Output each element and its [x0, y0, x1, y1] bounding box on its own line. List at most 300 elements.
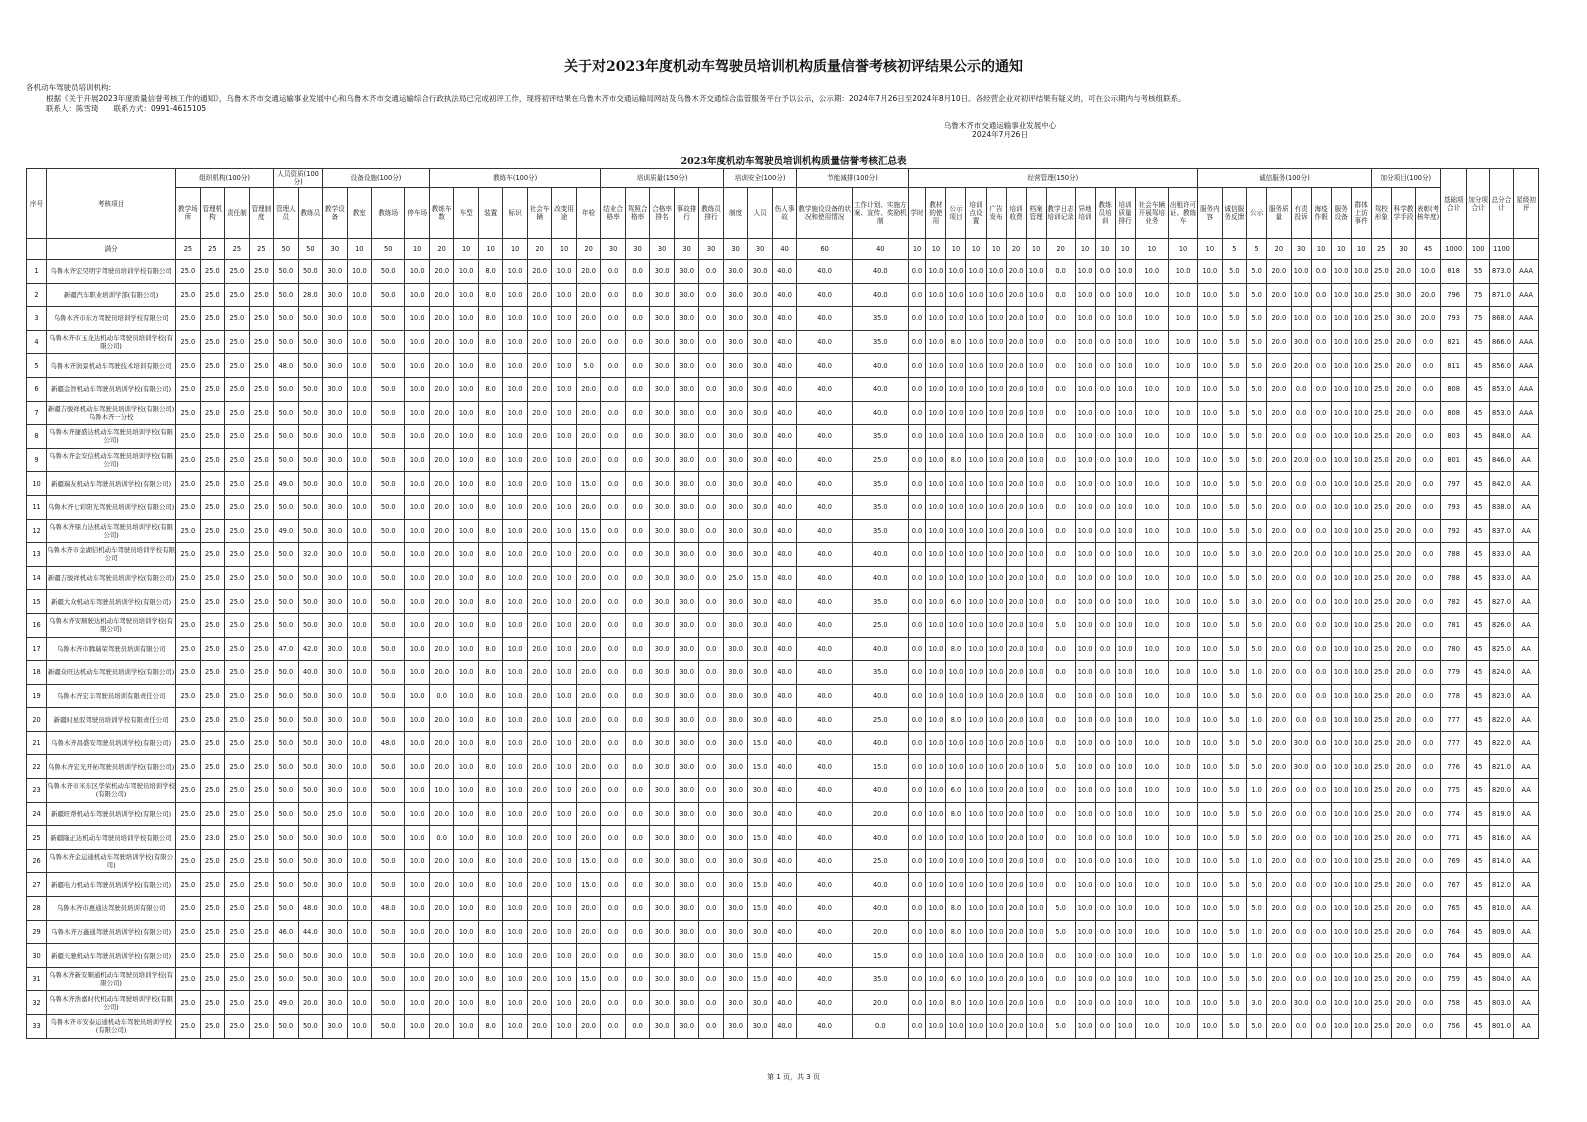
row-score-cell: 20.0 [576, 401, 601, 425]
full-score-cell: 10 [908, 239, 926, 260]
row-score-cell: 0.0 [908, 897, 926, 921]
row-score-cell: 0.0 [1416, 495, 1440, 519]
full-score-cell: 10 [1075, 239, 1095, 260]
row-score-cell: 25.0 [249, 967, 274, 991]
row-score-cell: 30.0 [748, 307, 772, 331]
full-score-cell: 40 [852, 239, 908, 260]
row-score-cell: 45 [1467, 472, 1489, 496]
row-org-name: 乌鲁木齐市米东区华荣机动车驾驶员培训学校(有限公司) [47, 779, 176, 803]
row-score-cell: AA [1514, 684, 1539, 708]
row-score-cell: 15.0 [852, 944, 908, 968]
row-score-cell: 10.0 [405, 637, 430, 661]
row-score-cell: 35.0 [852, 495, 908, 519]
row-score-cell: 30.0 [650, 1015, 674, 1039]
row-score-cell: 10.0 [503, 354, 527, 378]
row-score-cell: 0.0 [1095, 330, 1115, 354]
row-score-cell: 10.0 [552, 779, 576, 803]
row-org-name: 新疆电力机动车驾驶员培训学校(有限公司) [47, 873, 176, 897]
row-score-cell: 5.0 [1247, 802, 1267, 826]
row-score-cell: 10.0 [405, 967, 430, 991]
row-score-cell: 10.0 [1331, 401, 1351, 425]
row-score-cell: 0.0 [1416, 566, 1440, 590]
row-seq: 19 [27, 684, 47, 708]
row-score-cell: 30.0 [723, 826, 747, 850]
row-score-cell: 25.0 [249, 779, 274, 803]
row-score-cell: AAA [1514, 377, 1539, 401]
row-score-cell: 10.0 [454, 448, 478, 472]
row-score-cell: 3.0 [1247, 590, 1267, 614]
row-score-cell: 0.0 [908, 991, 926, 1015]
row-score-cell: 0.0 [1095, 637, 1115, 661]
row-score-cell: 10.0 [405, 472, 430, 496]
row-score-cell: 50.0 [274, 1015, 298, 1039]
row-score-cell: 40.0 [772, 1015, 796, 1039]
row-score-cell: 48.0 [372, 897, 405, 921]
row-score-cell: 25.0 [200, 448, 224, 472]
row-score-cell: 20.0 [576, 779, 601, 803]
row-score-cell: 25.0 [200, 425, 224, 449]
row-score-cell: 848.0 [1489, 425, 1513, 449]
row-score-cell: 3.0 [1247, 543, 1267, 567]
row-score-cell: 50.0 [274, 849, 298, 873]
header-group: 培训质量(150分) [601, 169, 723, 188]
row-score-cell: 30.0 [748, 1015, 772, 1039]
row-score-cell: 8.0 [478, 944, 502, 968]
row-score-cell: 10.0 [405, 519, 430, 543]
row-score-cell: 10.0 [1135, 472, 1168, 496]
row-score-cell: 10.0 [986, 920, 1006, 944]
row-score-cell: 10.0 [1026, 873, 1046, 897]
row-score-cell: 0.0 [1046, 543, 1075, 567]
row-score-cell: 25.0 [200, 897, 224, 921]
row-score-cell: 10.0 [966, 543, 986, 567]
row-score-cell: 0.0 [1311, 613, 1331, 637]
row-score-cell: 833.0 [1489, 543, 1513, 567]
row-score-cell: 10.0 [1351, 779, 1371, 803]
full-score-cell: 30 [699, 239, 724, 260]
row-score-cell: 0.0 [1095, 566, 1115, 590]
row-score-cell: 30.0 [674, 613, 698, 637]
row-score-cell: 10.0 [966, 283, 986, 307]
row-score-cell: 8.0 [478, 472, 502, 496]
row-score-cell: 20.0 [1391, 849, 1415, 873]
row-score-cell: 10.0 [926, 495, 946, 519]
table-row [27, 897, 1539, 921]
row-score-cell: 40.0 [797, 330, 853, 354]
row-score-cell: 1.0 [1247, 849, 1267, 873]
row-score-cell: 25.0 [1371, 708, 1391, 732]
row-score-cell: 10.0 [347, 708, 371, 732]
row-score-cell: 25.0 [200, 566, 224, 590]
row-score-cell: 10.0 [1115, 377, 1135, 401]
page-footer: 第 1 页，共 3 页 [767, 1073, 820, 1081]
row-score-cell: 0.0 [1046, 991, 1075, 1015]
row-score-cell: 50.0 [372, 448, 405, 472]
row-score-cell: 0.0 [1046, 495, 1075, 519]
row-score-cell: 40.0 [772, 330, 796, 354]
row-score-cell: 0.0 [1311, 472, 1331, 496]
row-score-cell: 10.0 [966, 307, 986, 331]
row-score-cell: 10.0 [1026, 543, 1046, 567]
row-score-cell: 10.0 [405, 330, 430, 354]
full-score-cell: 30 [323, 239, 347, 260]
row-score-cell: 30.0 [650, 684, 674, 708]
row-score-cell: 25.0 [225, 495, 249, 519]
row-score-cell: 10.0 [966, 897, 986, 921]
row-score-cell: 10.0 [552, 1015, 576, 1039]
row-score-cell: 10.0 [946, 944, 966, 968]
row-score-cell: 8.0 [478, 637, 502, 661]
row-score-cell: 10.0 [1135, 260, 1168, 284]
row-score-cell: 25.0 [176, 472, 200, 496]
row-score-cell: 10.0 [946, 661, 966, 685]
row-score-cell: 25.0 [225, 307, 249, 331]
row-score-cell: 10.0 [1026, 849, 1046, 873]
row-score-cell: 10.0 [1198, 991, 1222, 1015]
row-score-cell: 10.0 [405, 613, 430, 637]
row-score-cell: 50.0 [274, 448, 298, 472]
row-score-cell: 0.0 [1311, 448, 1331, 472]
row-score-cell: 20.0 [1391, 472, 1415, 496]
row-score-cell: 769 [1440, 849, 1467, 873]
row-score-cell: 10.0 [454, 849, 478, 873]
row-score-cell: 10.0 [552, 991, 576, 1015]
header-group: 组织机构(100分) [176, 169, 274, 188]
row-score-cell: 0.0 [625, 519, 649, 543]
row-score-cell: 20.0 [576, 283, 601, 307]
row-score-cell: 25.0 [249, 708, 274, 732]
row-score-cell: 20.0 [576, 897, 601, 921]
row-score-cell: 10.0 [1135, 849, 1168, 873]
row-score-cell: 10.0 [503, 920, 527, 944]
row-score-cell: 5.0 [1222, 755, 1246, 779]
row-score-cell: 10.0 [1075, 897, 1095, 921]
header-sub-item: 停车场 [405, 188, 430, 239]
row-score-cell: 0.0 [699, 448, 724, 472]
row-score-cell: 20.0 [1006, 967, 1026, 991]
row-score-cell: 20.0 [576, 377, 601, 401]
row-score-cell: 10.0 [503, 260, 527, 284]
row-score-cell: 764 [1440, 920, 1467, 944]
row-score-cell: 20.0 [1391, 1015, 1415, 1039]
row-score-cell: 0.0 [908, 637, 926, 661]
row-score-cell: 25.0 [176, 802, 200, 826]
row-score-cell: 0.0 [1311, 944, 1331, 968]
row-score-cell: 30.0 [674, 307, 698, 331]
row-score-cell: 50.0 [372, 401, 405, 425]
row-score-cell: 821 [1440, 330, 1467, 354]
row-score-cell: 25.0 [176, 991, 200, 1015]
row-score-cell: 0.0 [601, 897, 625, 921]
row-score-cell: 40.0 [772, 802, 796, 826]
row-score-cell: 10.0 [946, 260, 966, 284]
row-score-cell: 40.0 [772, 708, 796, 732]
row-score-cell: 20.0 [527, 849, 551, 873]
row-score-cell: 30.0 [650, 944, 674, 968]
row-score-cell: 10.0 [926, 637, 946, 661]
row-score-cell: 10.0 [1075, 755, 1095, 779]
row-score-cell: 10.0 [1075, 590, 1095, 614]
row-score-cell: 5.0 [1247, 495, 1267, 519]
header-sub-item: 学时 [908, 188, 926, 239]
row-score-cell: 809.0 [1489, 944, 1513, 968]
row-score-cell: 0.0 [1291, 920, 1311, 944]
row-org-name: 乌鲁木齐鼎力达机动车驾驶员培训学校(有限公司) [47, 519, 176, 543]
row-score-cell: 25.0 [1371, 1015, 1391, 1039]
row-score-cell: 10.0 [1026, 826, 1046, 850]
row-score-cell: 10.0 [1331, 283, 1351, 307]
row-score-cell: 25.0 [1371, 590, 1391, 614]
row-score-cell: 0.0 [699, 472, 724, 496]
row-score-cell: 10.0 [1135, 731, 1168, 755]
row-seq: 5 [27, 354, 47, 378]
row-score-cell: 10.0 [1331, 543, 1351, 567]
row-score-cell: 8.0 [478, 307, 502, 331]
row-score-cell: 10.0 [1135, 779, 1168, 803]
row-score-cell: 10.0 [1169, 661, 1198, 685]
row-score-cell: 10.0 [1026, 472, 1046, 496]
row-score-cell: 5.0 [1247, 873, 1267, 897]
row-score-cell: 0.0 [1095, 425, 1115, 449]
row-score-cell: 10.0 [1331, 779, 1351, 803]
row-score-cell: 0.0 [1291, 495, 1311, 519]
row-score-cell: 10.0 [503, 1015, 527, 1039]
row-score-cell: 30.0 [323, 755, 347, 779]
table-row [27, 755, 1539, 779]
row-score-cell: 35.0 [852, 330, 908, 354]
row-score-cell: 10.0 [552, 637, 576, 661]
row-score-cell: 759 [1440, 967, 1467, 991]
row-score-cell: 50.0 [274, 873, 298, 897]
row-score-cell: 5.0 [1222, 873, 1246, 897]
row-score-cell: 0.0 [908, 661, 926, 685]
row-score-cell: 10.0 [1135, 897, 1168, 921]
row-score-cell: 25.0 [176, 260, 200, 284]
row-score-cell: 20.0 [1291, 448, 1311, 472]
row-score-cell: 50.0 [274, 330, 298, 354]
row-score-cell: 30.0 [723, 731, 747, 755]
row-score-cell: 40.0 [852, 260, 908, 284]
row-score-cell: 0.0 [1046, 731, 1075, 755]
row-org-name: 新疆大众机动车驾驶员培训学校(有限公司) [47, 590, 176, 614]
row-score-cell: 50.0 [372, 826, 405, 850]
row-score-cell: 30.0 [748, 330, 772, 354]
row-score-cell: 20.0 [298, 991, 323, 1015]
row-score-cell: 20.0 [1006, 731, 1026, 755]
row-score-cell: 25.0 [225, 283, 249, 307]
row-score-cell: 10.0 [454, 637, 478, 661]
row-score-cell: 50.0 [298, 755, 323, 779]
row-score-cell: 0.0 [1416, 849, 1440, 873]
row-score-cell: 10.0 [1115, 826, 1135, 850]
row-score-cell: 20.0 [1006, 873, 1026, 897]
row-score-cell: 0.0 [625, 708, 649, 732]
row-score-cell: 5.0 [1247, 684, 1267, 708]
row-score-cell: 0.0 [1046, 472, 1075, 496]
row-score-cell: 20.0 [527, 377, 551, 401]
row-score-cell: 10.0 [1026, 354, 1046, 378]
row-score-cell: 10.0 [1026, 802, 1046, 826]
row-score-cell: 15.0 [748, 731, 772, 755]
row-score-cell: 15.0 [748, 826, 772, 850]
row-score-cell: 15.0 [748, 873, 772, 897]
row-score-cell: 10.0 [1351, 731, 1371, 755]
row-score-cell: 30.0 [723, 944, 747, 968]
row-score-cell: 10.0 [1075, 873, 1095, 897]
row-score-cell: 814.0 [1489, 849, 1513, 873]
row-score-cell: 8.0 [478, 897, 502, 921]
row-score-cell: 10.0 [503, 495, 527, 519]
row-score-cell: 30.0 [323, 448, 347, 472]
row-seq: 22 [27, 755, 47, 779]
row-score-cell: 10.0 [1135, 1015, 1168, 1039]
row-score-cell: 10.0 [946, 1015, 966, 1039]
row-score-cell: 10.0 [347, 401, 371, 425]
row-score-cell: 10.0 [1075, 307, 1095, 331]
row-score-cell: 5.0 [1247, 967, 1267, 991]
row-score-cell: 50.0 [274, 425, 298, 449]
row-score-cell: 30.0 [323, 401, 347, 425]
row-score-cell: 25.0 [1371, 802, 1391, 826]
row-score-cell: 0.0 [699, 779, 724, 803]
row-score-cell: 25.0 [1371, 897, 1391, 921]
row-score-cell: 25.0 [176, 543, 200, 567]
row-score-cell: 10.0 [503, 425, 527, 449]
row-score-cell: 10.0 [1135, 755, 1168, 779]
row-score-cell: 10.0 [347, 425, 371, 449]
row-score-cell: 10.0 [1026, 637, 1046, 661]
row-score-cell: 0.0 [699, 661, 724, 685]
row-score-cell: 40.0 [797, 495, 853, 519]
row-score-cell: 0.0 [908, 425, 926, 449]
row-score-cell: 25.0 [249, 495, 274, 519]
row-score-cell: 1.0 [1247, 944, 1267, 968]
row-score-cell: 10.0 [1198, 613, 1222, 637]
row-score-cell: 30.0 [323, 967, 347, 991]
row-score-cell: 10.0 [1331, 613, 1351, 637]
row-score-cell: 0.0 [1311, 401, 1331, 425]
row-score-cell: 10.0 [405, 354, 430, 378]
full-score-cell: 10 [1198, 239, 1222, 260]
row-score-cell: 30.0 [723, 519, 747, 543]
row-score-cell: 10.0 [1075, 543, 1095, 567]
header-sub-item: 公示项目 [946, 188, 966, 239]
row-score-cell: 0.0 [1311, 708, 1331, 732]
row-score-cell: 0.0 [1291, 377, 1311, 401]
row-score-cell: 50.0 [298, 731, 323, 755]
row-score-cell: 25.0 [200, 731, 224, 755]
row-score-cell: 30.0 [323, 849, 347, 873]
row-score-cell: 40.0 [797, 826, 853, 850]
row-score-cell: 0.0 [1095, 708, 1115, 732]
row-score-cell: 0.0 [1095, 448, 1115, 472]
row-score-cell: 20.0 [1267, 873, 1291, 897]
row-score-cell: 8.0 [478, 425, 502, 449]
row-score-cell: 35.0 [852, 590, 908, 614]
row-score-cell: 20.0 [1006, 802, 1026, 826]
row-score-cell: 10.0 [454, 920, 478, 944]
table-row [27, 495, 1539, 519]
row-score-cell: 20.0 [527, 826, 551, 850]
row-score-cell: 10.0 [1026, 1015, 1046, 1039]
header-sub-item: 教学日志培训记录 [1046, 188, 1075, 239]
row-score-cell: 10.0 [1331, 684, 1351, 708]
row-score-cell: 30.0 [650, 590, 674, 614]
row-seq: 12 [27, 519, 47, 543]
row-org-name: 乌鲁木齐捷盛达机动车驾驶员培训学校(有限公司) [47, 425, 176, 449]
row-score-cell: 10.0 [1169, 991, 1198, 1015]
full-score-cell: 100 [1467, 239, 1489, 260]
row-score-cell: 0.0 [1095, 260, 1115, 284]
row-score-cell: 0.0 [1416, 613, 1440, 637]
row-score-cell: 10.0 [503, 448, 527, 472]
row-score-cell: 45 [1467, 802, 1489, 826]
row-org-name: 乌鲁木齐万鑫通驾驶员培训学校(有限公司) [47, 920, 176, 944]
row-score-cell: 0.0 [429, 684, 453, 708]
row-score-cell: 20.0 [576, 260, 601, 284]
row-score-cell: 10.0 [347, 543, 371, 567]
row-score-cell: 0.0 [601, 566, 625, 590]
row-score-cell: AA [1514, 873, 1539, 897]
row-score-cell: 10.0 [405, 566, 430, 590]
row-score-cell: 10.0 [966, 495, 986, 519]
row-score-cell: 30.0 [650, 330, 674, 354]
row-score-cell: 10.0 [1115, 613, 1135, 637]
row-score-cell: 0.0 [1046, 684, 1075, 708]
row-score-cell: 10.0 [405, 425, 430, 449]
row-score-cell: 40.0 [772, 377, 796, 401]
row-score-cell: 25.0 [200, 307, 224, 331]
row-score-cell: 30.0 [723, 637, 747, 661]
row-score-cell: 25.0 [1371, 826, 1391, 850]
row-org-name: 新疆旺帮机动车驾驶员培训学校(有限公司) [47, 802, 176, 826]
row-org-name: 乌鲁木齐新安顺通机动车驾驶员培训学校(有限公司) [47, 967, 176, 991]
row-score-cell: 0.0 [1095, 802, 1115, 826]
row-score-cell: 30.0 [723, 684, 747, 708]
notice-body: 根据《关于开展2023年度质量信誉考核工作的通知》，乌鲁木齐市交通运输事业发展中心和乌鲁木齐市交通运输综合行政执法局已完成初评工作，现将初评结果在乌鲁木齐市交通运输局网站及乌鲁木齐交通综合监管服务平台予以公示，公示期：2024年7月26日至2024年8月10日。各经营企业对初评结果有疑义的，可在公示期内与考核组联系。 [46, 93, 1186, 103]
header-sub-item: 出租许可证、教练车 [1169, 188, 1198, 239]
row-score-cell: 10.0 [1198, 377, 1222, 401]
full-score-cell: 30 [601, 239, 625, 260]
row-score-cell: 0.0 [601, 661, 625, 685]
row-score-cell: 10.0 [1331, 330, 1351, 354]
row-score-cell: 10.0 [347, 472, 371, 496]
row-score-cell: 0.0 [1311, 684, 1331, 708]
row-score-cell: 868.0 [1489, 307, 1513, 331]
row-score-cell: 10.0 [454, 519, 478, 543]
row-score-cell: 10.0 [1135, 944, 1168, 968]
row-score-cell: 50.0 [298, 307, 323, 331]
row-score-cell: 10.0 [347, 330, 371, 354]
header-sub-item: 教练员培训 [1095, 188, 1115, 239]
row-score-cell: 10.0 [1026, 613, 1046, 637]
row-score-cell: 25.0 [176, 448, 200, 472]
table-row [27, 613, 1539, 637]
row-score-cell: 10.0 [946, 283, 966, 307]
full-score-cell: 10 [1135, 239, 1168, 260]
row-score-cell: 10.0 [986, 661, 1006, 685]
row-score-cell: 0.0 [908, 260, 926, 284]
row-score-cell: 5.0 [1247, 826, 1267, 850]
full-score-cell: 10 [1169, 239, 1198, 260]
row-score-cell: 50.0 [372, 967, 405, 991]
row-score-cell: 801.0 [1489, 1015, 1513, 1039]
row-score-cell: 10.0 [1169, 1015, 1198, 1039]
row-score-cell: 40.0 [797, 425, 853, 449]
row-score-cell: 20.0 [1267, 448, 1291, 472]
header-sub-item: 诚信服务反馈 [1222, 188, 1246, 239]
row-org-name: 新疆众旺达机动车驾驶员培训学校(有限公司) [47, 661, 176, 685]
